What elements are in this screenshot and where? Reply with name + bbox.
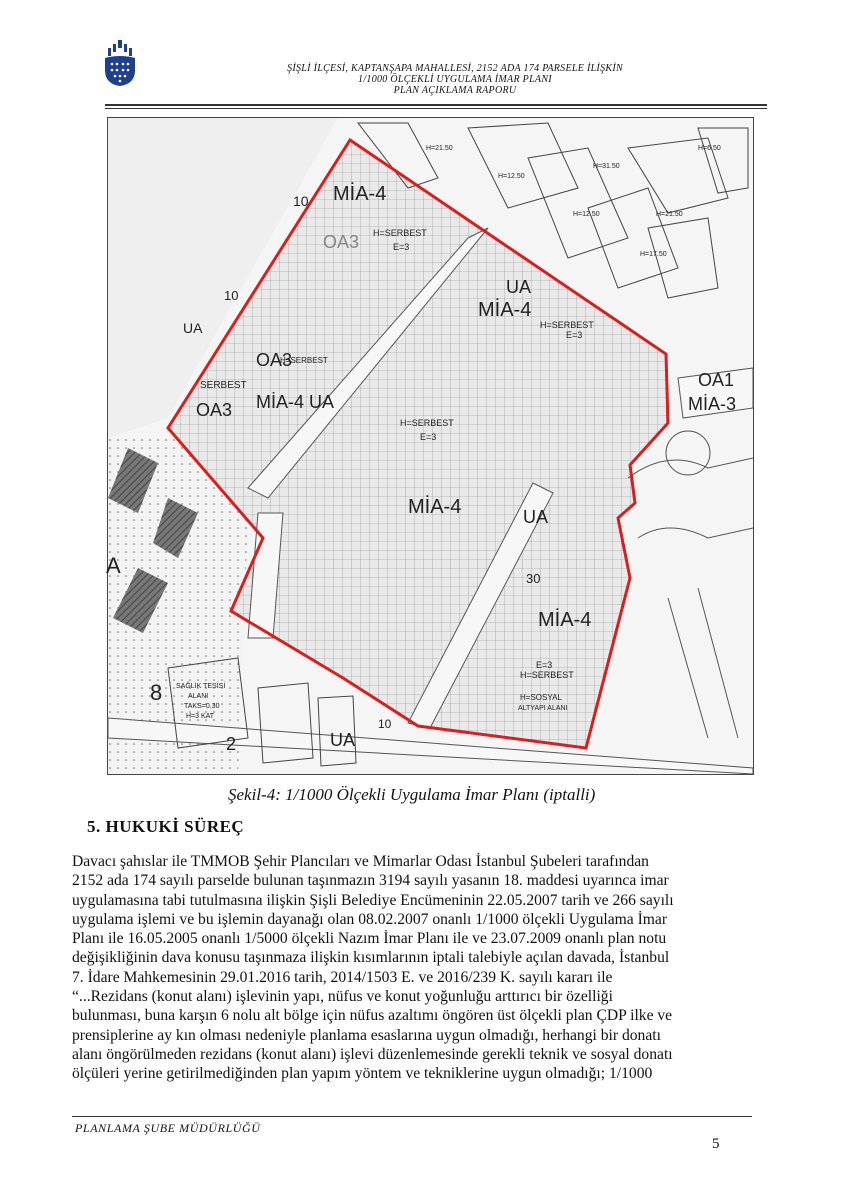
label-serbest-lower: H=SERBEST: [520, 670, 574, 680]
label-mia4-ua: MİA-4 UA: [256, 392, 335, 412]
label-h-1: H=21.50: [426, 145, 453, 152]
label-num-8: 8: [150, 680, 163, 705]
label-h-5: H=21.50: [656, 211, 683, 218]
label-ua-upper: UA: [506, 277, 532, 297]
header-title-line2: 1/1000 ÖLÇEKLİ UYGULAMA İMAR PLANI: [358, 74, 552, 85]
header-title-line3: PLAN AÇIKLAMA RAPORU: [393, 85, 517, 96]
label-h-7: H=6.50: [698, 145, 721, 152]
label-ua-center: UA: [523, 507, 549, 527]
header-title-line1: ŞİŞLİ İLÇESİ, KAPTANŞAPA MAHALLESİ, 2152 ADA 174 PARSELE İLİŞKİN: [287, 63, 623, 74]
label-num-10-b: 10: [224, 288, 239, 303]
label-saglik-4: H=3 KAT: [186, 713, 215, 720]
ibb-logo-icon: [103, 40, 137, 86]
label-oa1: OA1: [698, 370, 735, 390]
label-oa3-mid: OA3: [256, 350, 293, 370]
label-mia4-top: MİA-4: [333, 183, 387, 205]
body-line: alanı öngörülmeden rezidans (konut alanı) işlevi düzenlemesinde gerekli teknik ve sosyal donatı: [72, 1045, 673, 1063]
body-line: uygulama işlemi ve bu işlemin dayanağı olan 08.02.2007 onanlı 1/1000 ölçekli Uygulama İmar: [72, 910, 668, 928]
label-altyapi: ALTYAPI ALANI: [518, 705, 568, 712]
body-line: prensiplerine ay kın olması nedeniyle planlama esaslarına uygun olmadığı, herhangi bir donatı: [72, 1026, 661, 1044]
label-oa3-left: OA3: [196, 400, 233, 420]
body-line: Planı ile 16.05.2005 onanlı 1/5000 ölçekli Nazım İmar Planı ile ve 23.07.2009 onanlı plan notu: [72, 930, 667, 948]
body-line: Davacı şahıslar ile TMMOB Şehir Plancıları ve Mimarlar Odası İstanbul Şubeleri tarafından: [72, 853, 649, 870]
label-mia3: MİA-3: [688, 394, 737, 414]
label-mia4-center: MİA-4: [408, 496, 462, 518]
body-line: 2152 ada 174 sayılı parselde bulunan taşınmazın 3194 sayılı yasanın 18. maddesi uyarınca imar: [72, 872, 669, 890]
label-num-10-c: 10: [378, 717, 392, 731]
label-mia4-upper: MİA-4: [478, 299, 532, 321]
label-saglik-3: TAKS=0.30: [184, 703, 220, 710]
header-divider-thin: [105, 108, 767, 109]
label-mia4-lower: MİA-4: [538, 609, 592, 631]
label-serbest-left: SERBEST: [200, 380, 247, 391]
section-body: [72, 852, 752, 1084]
label-e3-top: E=3: [393, 242, 410, 252]
label-h-3: H=31.50: [593, 163, 620, 170]
footer-office: PLANLAMA ŞUBE MÜDÜRLÜĞÜ: [75, 1121, 261, 1135]
label-ua-bottom: UA: [330, 730, 356, 750]
plan-map-figure: [107, 117, 754, 775]
label-e3-upper: E=3: [566, 330, 583, 340]
label-e3-lower: E=3: [536, 660, 553, 670]
label-serbest-mid: H=SERBEST: [280, 356, 328, 365]
label-oa3-top: OA3: [323, 232, 360, 252]
label-num-10-a: 10: [293, 193, 309, 209]
label-a-left: A: [106, 553, 121, 578]
label-h-2: H=12.50: [498, 173, 525, 180]
figure-caption: Şekil-4: 1/1000 Ölçekli Uygulama İmar Planı (iptalli): [228, 785, 596, 804]
body-line: 7. İdare Mahkemesinin 29.01.2016 tarih, 2014/1503 E. ve 2016/239 K. sayılı kararı ile: [72, 968, 613, 986]
page-number: 5: [712, 1136, 720, 1152]
body-line: uygulamasına tabi tutulmasına ilişkin Şişli Belediye Encümeninin 22.05.2007 tarih ve 266 sayılı: [72, 891, 674, 909]
label-saglik-1: SAĞLIK TESİSİ: [176, 683, 226, 690]
label-ua-left: UA: [183, 320, 203, 336]
label-saglik-2: ALANI: [188, 693, 209, 700]
header: [0, 0, 849, 115]
label-serbest-top: H=SERBEST: [373, 228, 427, 238]
header-divider: [105, 104, 767, 106]
label-serbest-center: H=SERBEST: [400, 418, 454, 428]
label-num-30: 30: [526, 571, 541, 586]
footer-divider: [72, 1116, 752, 1117]
label-e3-center: E=3: [420, 432, 437, 442]
label-serbest-upper: H=SERBEST: [540, 320, 594, 330]
body-line: değişikliğinin dava konusu taşınmaza ilişkin kısımlarının iptali talebiyle açılan davada, İstanbul: [72, 949, 670, 967]
section-title: 5. HUKUKİ SÜREÇ: [87, 817, 245, 836]
label-num-2: 2: [226, 734, 237, 754]
body-line: ölçüleri yerine getirilmediğinden plan yapım yöntem ve tekniklerine uygun olmadığı; 1/1000: [72, 1065, 653, 1083]
body-line: bulunması, buna karşın 6 nolu alt bölge için nüfus azaltımı öngören üst ölçekli plan ÇDP ilke ve: [72, 1007, 673, 1025]
label-h-4: H=12.50: [573, 211, 600, 218]
label-h-6: H=17.50: [640, 251, 667, 258]
body-line: “...Rezidans (konut alanı) işlevinin yapı, nüfus ve konut yoğunluğu arttırıcı bir özelliği: [72, 988, 613, 1006]
label-sosyal: H=SOSYAL: [520, 693, 562, 702]
plan-map: [108, 118, 753, 774]
